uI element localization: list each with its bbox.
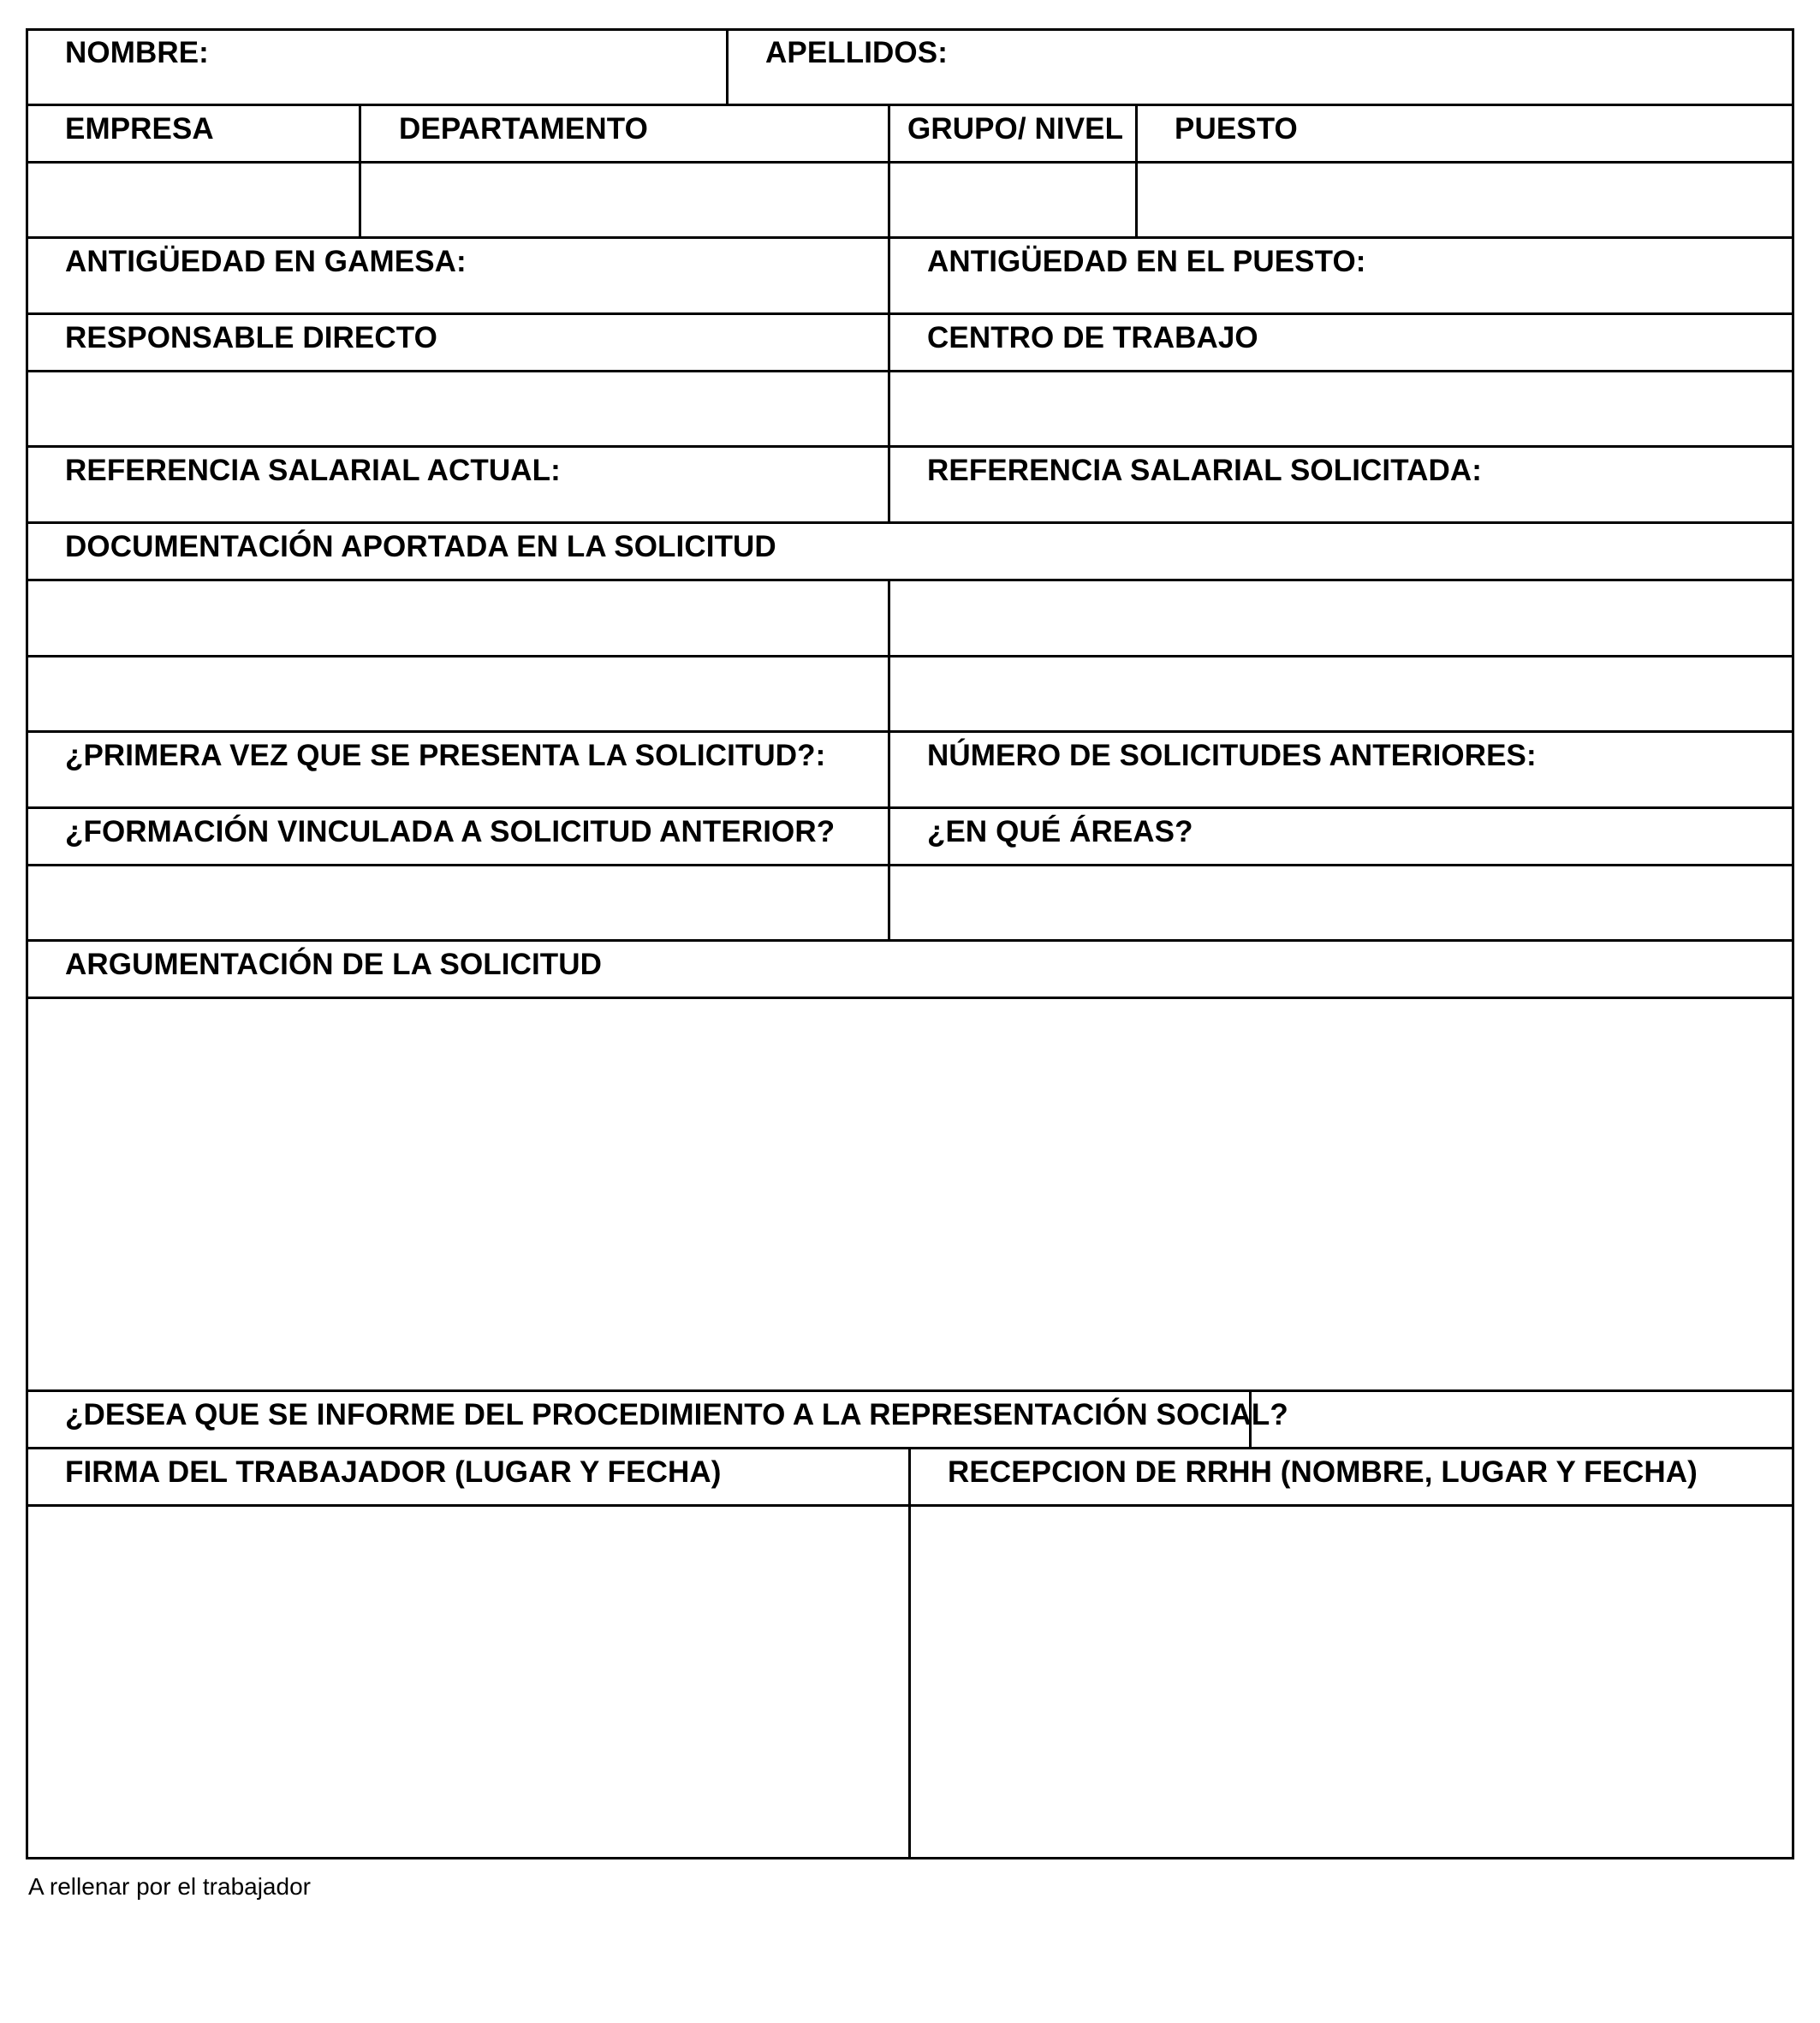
recepcion-rrhh-label: RECEPCION DE RRHH (NOMBRE, LUGAR Y FECHA) — [948, 1455, 1698, 1489]
grupo-nivel-label: GRUPO/ NIVEL — [907, 112, 1124, 146]
formacion-vinculada-label: ¿FORMACIÓN VINCULADA A SOLICITUD ANTERIOR? — [65, 815, 836, 848]
antiguedad-puesto-label: ANTIGÜEDAD EN EL PUESTO: — [927, 245, 1366, 278]
row-line — [26, 104, 1794, 106]
areas-label: ¿EN QUÉ ÁREAS? — [927, 815, 1193, 848]
areas-field[interactable] — [890, 866, 1792, 939]
row-line — [26, 806, 1794, 809]
nombre-label: NOMBRE: — [65, 36, 209, 69]
apellidos-field[interactable] — [942, 31, 1789, 104]
footer-note: A rellenar por el trabajador — [28, 1873, 311, 1900]
col-line — [726, 28, 729, 106]
formacion-vinculada-field[interactable] — [28, 866, 888, 939]
row-line — [26, 445, 1794, 448]
puesto-label: PUESTO — [1175, 112, 1298, 146]
referencia-actual-label: REFERENCIA SALARIAL ACTUAL: — [65, 454, 561, 487]
border-right — [1792, 28, 1794, 1859]
primera-vez-label: ¿PRIMERA VEZ QUE SE PRESENTA LA SOLICITUD?: — [65, 739, 826, 772]
antiguedad-gamesa-label: ANTIGÜEDAD EN GAMESA: — [65, 245, 467, 278]
argumentacion-field[interactable] — [28, 999, 1792, 1389]
row-line — [26, 236, 1794, 239]
grupo-nivel-field[interactable] — [890, 164, 1135, 236]
solicitud-form — [26, 28, 1794, 1859]
recepcion-rrhh-field[interactable] — [911, 1507, 1792, 1857]
documentacion-field[interactable] — [28, 581, 888, 655]
documentacion-field[interactable] — [890, 581, 1792, 655]
argumentacion-label: ARGUMENTACIÓN DE LA SOLICITUD — [65, 948, 603, 981]
nombre-field[interactable] — [274, 31, 723, 104]
row-line — [26, 312, 1794, 315]
referencia-solicitada-label: REFERENCIA SALARIAL SOLICITADA: — [927, 454, 1483, 487]
firma-trabajador-field[interactable] — [28, 1507, 908, 1857]
departamento-field[interactable] — [361, 164, 888, 236]
informar-representacion-label: ¿DESEA QUE SE INFORME DEL PROCEDIMIENTO A LA REPRESENTACIÓN SOCIAL? — [65, 1398, 1288, 1431]
apellidos-label: APELLIDOS: — [765, 36, 948, 69]
departamento-label: DEPARTAMENTO — [399, 112, 648, 146]
numero-anteriores-label: NÚMERO DE SOLICITUDES ANTERIORES: — [927, 739, 1537, 772]
firma-trabajador-label: FIRMA DEL TRABAJADOR (LUGAR Y FECHA) — [65, 1455, 722, 1489]
empresa-label: EMPRESA — [65, 112, 214, 146]
responsable-directo-field[interactable] — [28, 372, 888, 445]
documentacion-label: DOCUMENTACIÓN APORTADA EN LA SOLICITUD — [65, 530, 776, 563]
centro-trabajo-field[interactable] — [890, 372, 1792, 445]
responsable-directo-label: RESPONSABLE DIRECTO — [65, 321, 437, 354]
puesto-field[interactable] — [1138, 164, 1792, 236]
row-line — [26, 730, 1794, 733]
documentacion-field[interactable] — [890, 657, 1792, 730]
documentacion-field[interactable] — [28, 657, 888, 730]
empresa-field[interactable] — [28, 164, 359, 236]
row-line — [26, 521, 1794, 524]
informar-representacion-field[interactable] — [1252, 1392, 1792, 1447]
row-line — [26, 939, 1794, 942]
centro-trabajo-label: CENTRO DE TRABAJO — [927, 321, 1258, 354]
